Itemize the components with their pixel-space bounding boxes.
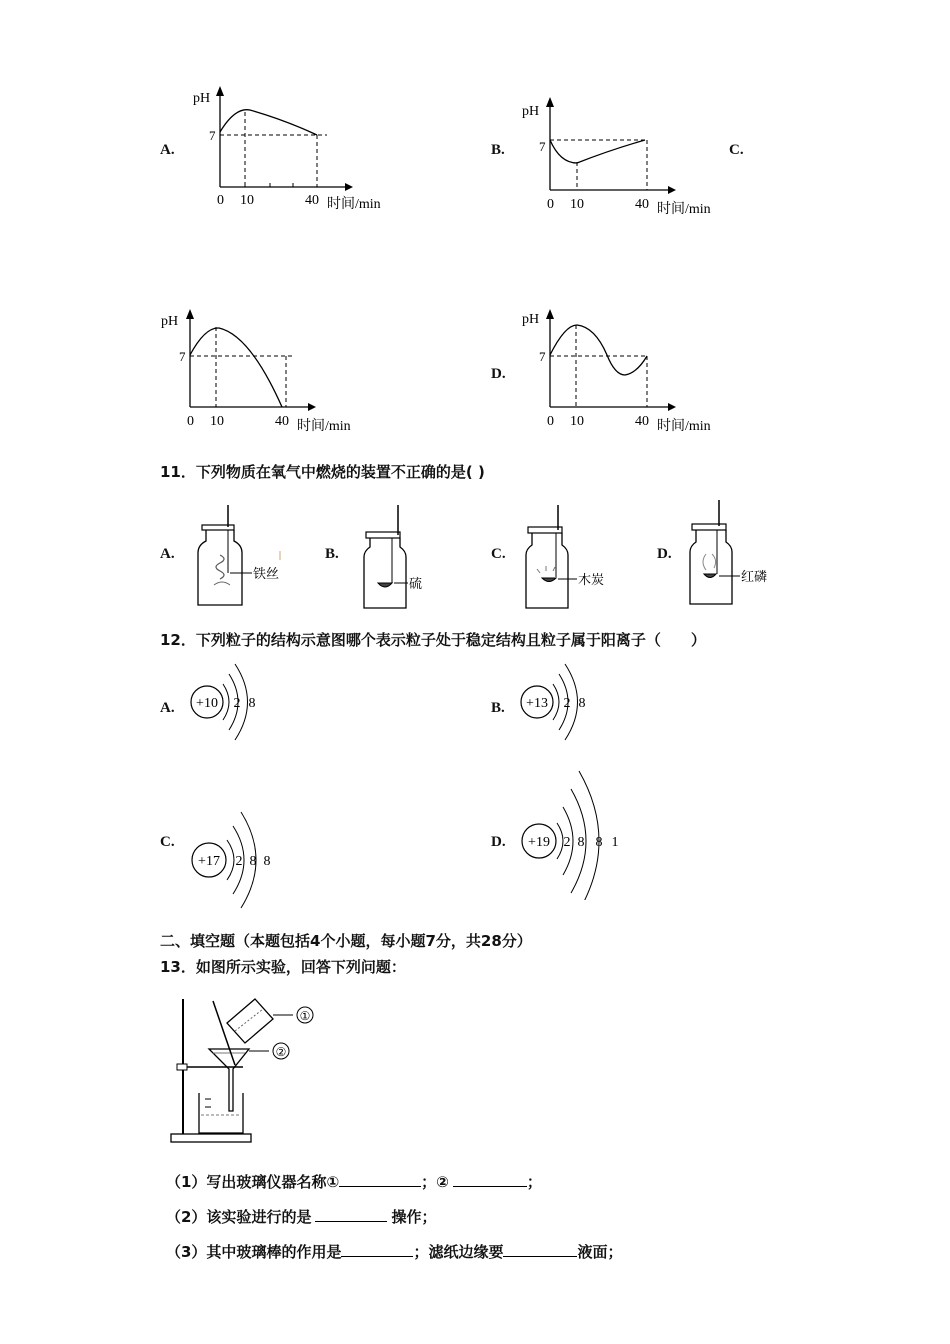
ph-7-tick: 7 [179, 349, 186, 364]
q13-sub3-text-2: ；滤纸边缘要 [413, 1243, 504, 1261]
q12-option-d-label: D. [491, 834, 506, 850]
q12-option-b-label: B. [491, 700, 505, 716]
shell-2-electrons: 8 [249, 854, 257, 869]
shell-1-electrons: 2 [563, 696, 571, 711]
shell-2-electrons: 8 [577, 835, 585, 850]
question-12-title: 12．下列粒子的结构示意图哪个表示粒子处于稳定结构且粒子属于阳离子（ ） [160, 631, 706, 649]
q13-sub2-text: （2）该实验进行的是 [166, 1208, 312, 1226]
marker-2: ② [275, 1045, 287, 1059]
q13-sub-3 [166, 1241, 622, 1262]
shell-1-electrons: 2 [233, 696, 241, 711]
jar-d-label: 红磷 [741, 569, 768, 584]
answer-blank-4[interactable] [341, 1242, 413, 1257]
atom-diagram-a [185, 660, 275, 745]
shell-2-electrons: 8 [578, 696, 586, 711]
x-tick-10: 10 [210, 414, 224, 429]
y-axis-label: pH [522, 104, 540, 119]
q11-option-c-label: C. [491, 546, 506, 562]
ph-graph-c [155, 305, 375, 440]
x-tick-40: 40 [305, 193, 319, 208]
option-d-label: D. [491, 366, 506, 382]
x-tick-10: 10 [570, 414, 584, 429]
ph-7-tick: 7 [209, 128, 216, 143]
filtration-apparatus [165, 993, 325, 1148]
x-axis-label: 时间/min [657, 419, 711, 434]
option-b-label: B. [491, 142, 505, 158]
q13-sub-1 [166, 1171, 542, 1192]
x-axis-label: 时间/min [327, 197, 381, 212]
x-tick-10: 10 [240, 193, 254, 208]
q13-sub3-text: （3）其中玻璃棒的作用是 [166, 1243, 342, 1261]
option-a-label: A. [160, 142, 175, 158]
atom-diagram-d [515, 765, 630, 900]
ph-7-tick: 7 [539, 139, 546, 154]
q13-sub1-text-3: ； [526, 1173, 542, 1191]
nucleus-charge: +10 [196, 696, 218, 711]
q13-sub2-text-2: 操作； [391, 1208, 437, 1226]
q12-option-c-label: C. [160, 834, 175, 850]
shell-4-electrons: 1 [611, 835, 619, 850]
ph-graph-d [515, 305, 735, 440]
q11-option-d-label: D. [657, 546, 672, 562]
section-2-heading: 二、填空题（本题包括4个小题，每小题7分，共28分） [160, 932, 532, 950]
q11-option-b-label: B. [325, 546, 339, 562]
nucleus-charge: +17 [198, 854, 220, 869]
x-tick-0: 0 [547, 197, 554, 212]
shell-3-electrons: 8 [595, 835, 603, 850]
y-axis-label: pH [161, 314, 179, 329]
nucleus-charge: +13 [526, 696, 548, 711]
x-tick-0: 0 [217, 193, 224, 208]
atom-diagram-c [185, 800, 285, 915]
jar-a-label: 铁丝 [253, 566, 280, 581]
atom-diagram-b [515, 660, 605, 745]
answer-blank-2[interactable] [453, 1172, 527, 1187]
nucleus-charge: +19 [528, 835, 550, 850]
q11-option-a-label: A. [160, 546, 175, 562]
shell-1-electrons: 2 [563, 835, 571, 850]
q13-sub1-text-2: ；② [421, 1173, 449, 1191]
jar-a-iron-wire [190, 505, 300, 613]
x-tick-40: 40 [635, 197, 649, 212]
ph-7-tick: 7 [539, 349, 546, 364]
jar-b-sulfur [360, 505, 440, 613]
jar-b-label: 硫 [409, 576, 423, 591]
jar-d-red-phosphorus [688, 500, 783, 610]
q12-option-a-label: A. [160, 700, 175, 716]
x-tick-40: 40 [635, 414, 649, 429]
y-axis-label: pH [522, 312, 540, 327]
marker-1: ① [299, 1009, 311, 1023]
q13-sub1-text: （1）写出玻璃仪器名称① [166, 1173, 340, 1191]
shell-2-electrons: 8 [248, 696, 256, 711]
shell-1-electrons: 2 [235, 854, 243, 869]
x-tick-0: 0 [187, 414, 194, 429]
question-11-title: 11．下列物质在氧气中燃烧的装置不正确的是( ) [160, 463, 485, 481]
question-13-title: 13．如图所示实验，回答下列问题： [160, 958, 406, 976]
answer-blank-5[interactable] [503, 1242, 577, 1257]
x-axis-label: 时间/min [657, 202, 711, 217]
answer-blank-3[interactable] [315, 1207, 387, 1222]
q13-sub-2 [166, 1206, 436, 1227]
option-c-label: C. [729, 142, 744, 158]
q13-sub3-text-3: 液面； [577, 1243, 623, 1261]
x-tick-10: 10 [570, 197, 584, 212]
answer-blank-1[interactable] [339, 1172, 421, 1187]
jar-c-label: 木炭 [578, 572, 605, 587]
y-axis-label: pH [193, 91, 211, 106]
jar-c-charcoal [522, 505, 617, 613]
x-tick-40: 40 [275, 414, 289, 429]
ph-graph-b [515, 95, 735, 225]
x-axis-label: 时间/min [297, 419, 351, 434]
shell-3-electrons: 8 [263, 854, 271, 869]
x-tick-0: 0 [547, 414, 554, 429]
ph-graph-a [185, 82, 405, 217]
